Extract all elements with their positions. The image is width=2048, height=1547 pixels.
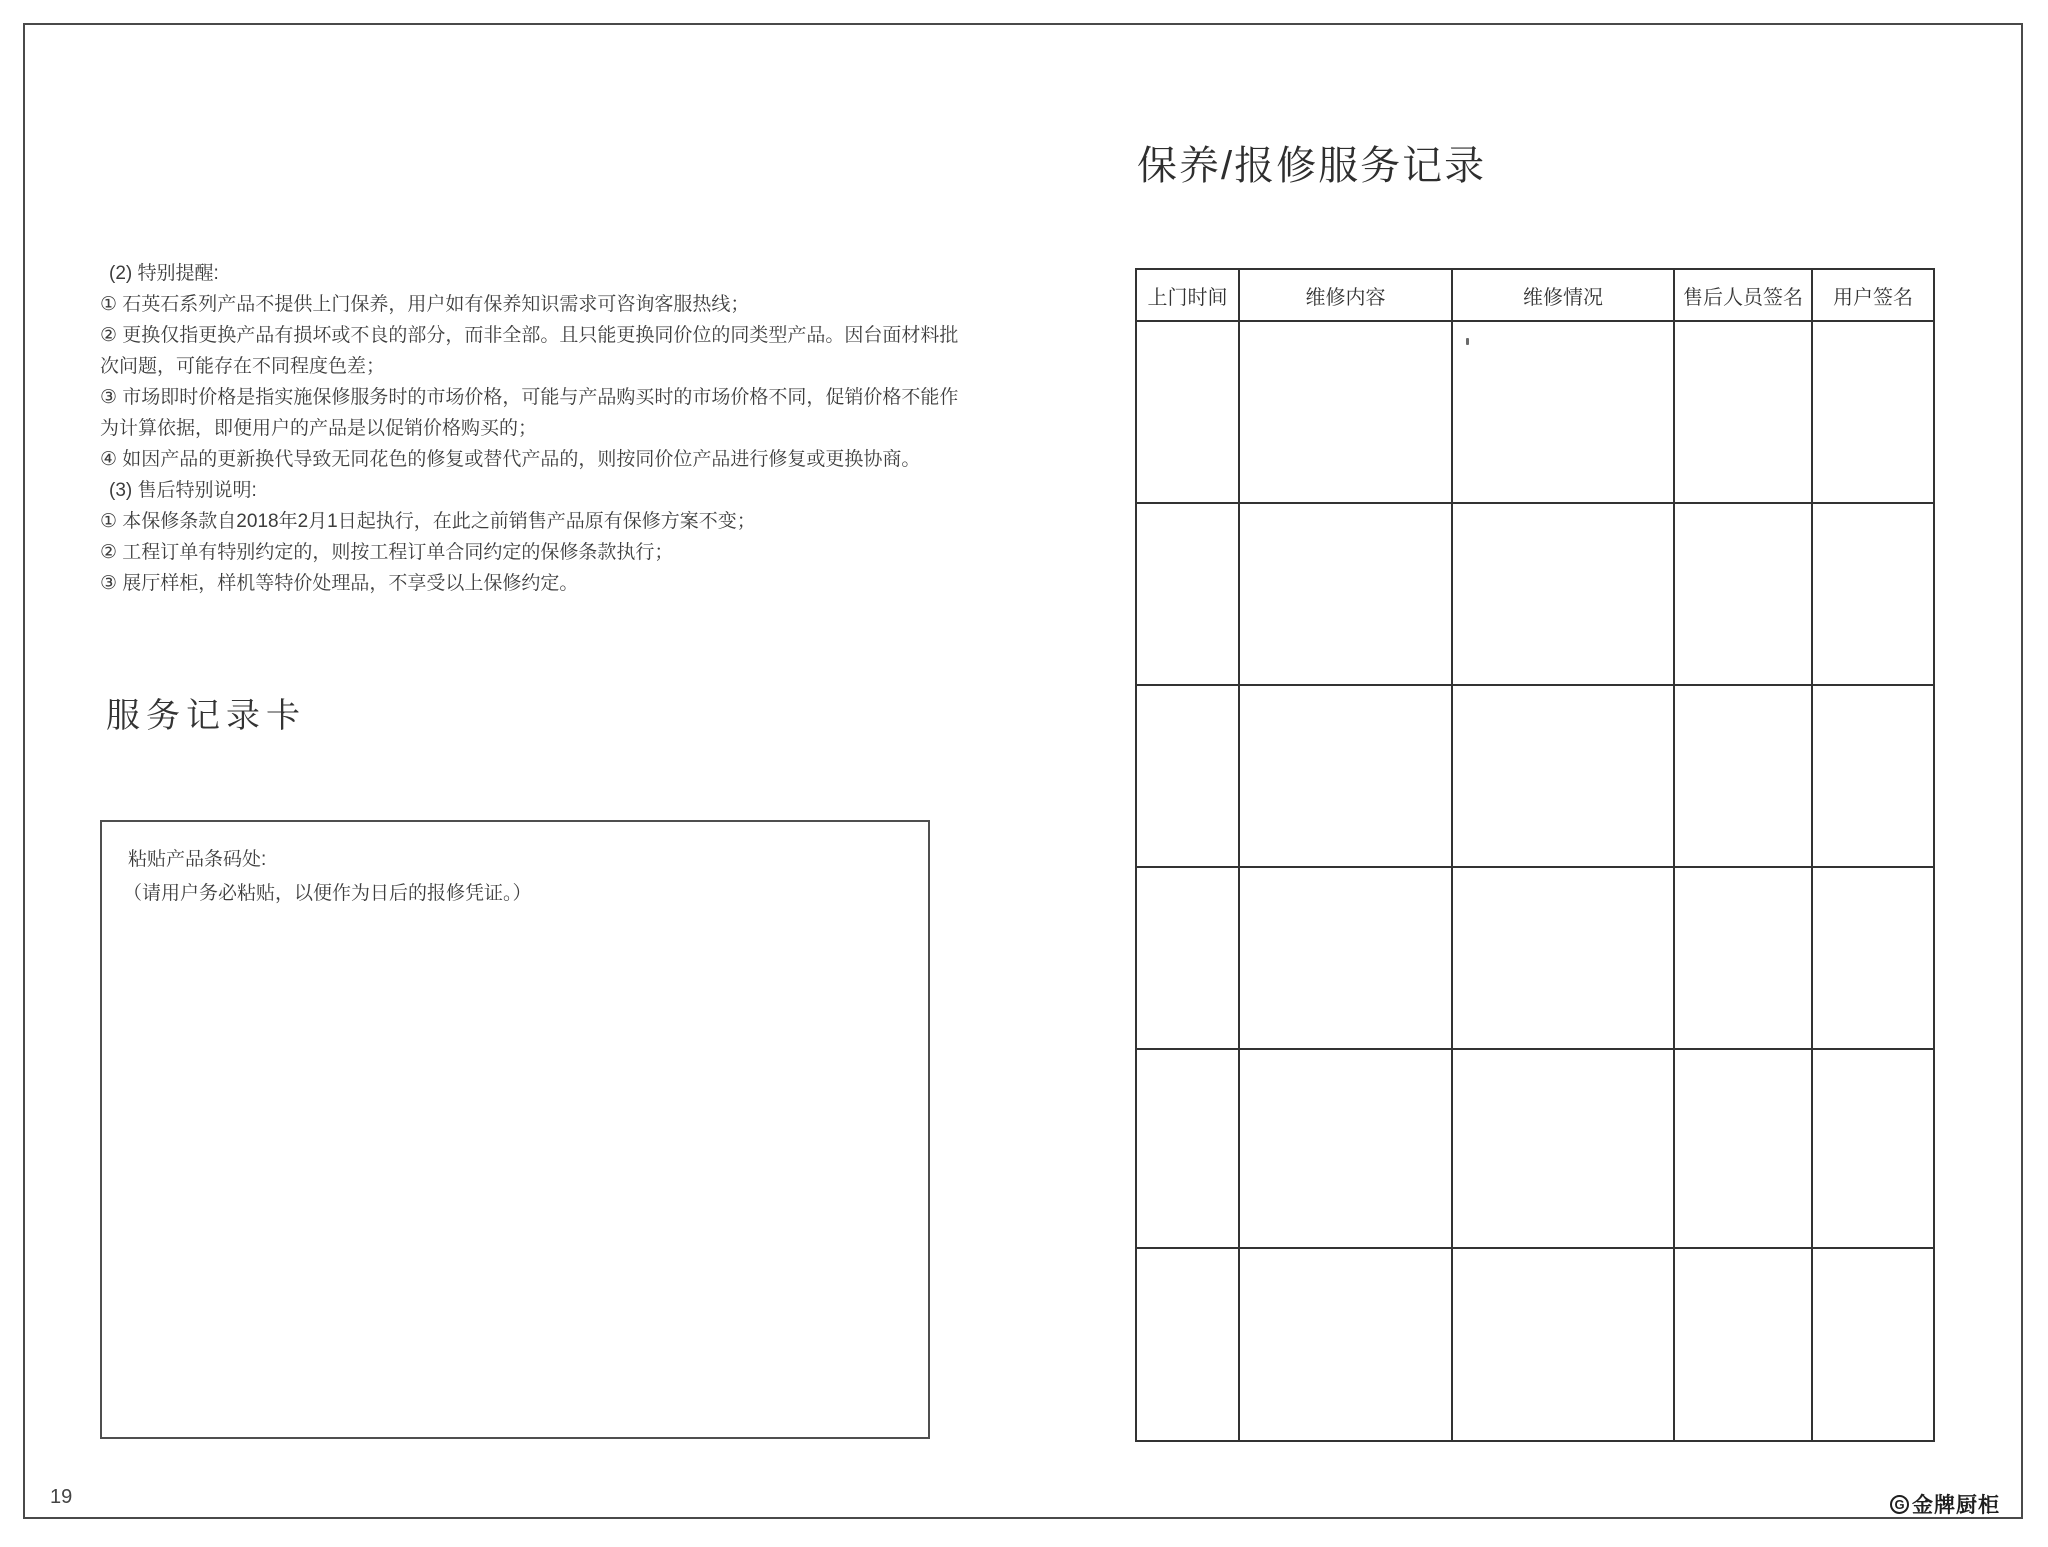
notice-line: ② 工程订单有特别约定的，则按工程订单合同约定的保修条款执行； xyxy=(100,542,674,563)
warranty-notes-section xyxy=(100,258,959,599)
table-row xyxy=(1136,867,1934,1049)
table-cell xyxy=(1136,685,1239,867)
table-cell xyxy=(1239,1248,1452,1441)
notice-line: ① 石英石系列产品不提供上门保养，用户如有保养知识需求可咨询客服热线； xyxy=(100,294,750,315)
table-cell xyxy=(1452,503,1674,685)
notice-line: 次问题，可能存在不同程度色差； xyxy=(100,356,386,377)
table-header-repair-status: 维修情况 xyxy=(1452,269,1674,321)
notice-line: ③ 展厅样柜，样机等特价处理品，不享受以上保修约定。 xyxy=(100,573,579,594)
table-header-row xyxy=(1136,269,1934,321)
notice-line: (2) 特别提醒: xyxy=(109,263,219,284)
table-cell xyxy=(1239,503,1452,685)
table-cell xyxy=(1812,685,1934,867)
table-cell xyxy=(1674,685,1812,867)
table-cell xyxy=(1136,321,1239,503)
table-cell xyxy=(1239,867,1452,1049)
table-cell xyxy=(1452,1049,1674,1248)
table-cell xyxy=(1136,867,1239,1049)
notice-line: ② 更换仅指更换产品有损坏或不良的部分，而非全部。且只能更换同价位的同类型产品。因台面材料批 xyxy=(100,325,959,346)
service-record-table xyxy=(1135,268,1935,1442)
table-cell xyxy=(1136,503,1239,685)
table-cell xyxy=(1452,867,1674,1049)
page-number: 19 xyxy=(50,1486,73,1508)
table-header-visit-time: 上门时间 xyxy=(1136,269,1239,321)
table-header-repair-content: 维修内容 xyxy=(1239,269,1452,321)
table-cell xyxy=(1452,321,1674,503)
table-cell xyxy=(1452,1248,1674,1441)
notice-line: (3) 售后特别说明: xyxy=(109,480,257,501)
table-cell xyxy=(1136,1049,1239,1248)
barcode-paste-box xyxy=(100,820,930,1439)
table-cell xyxy=(1812,1248,1934,1441)
brand-logo xyxy=(1890,1489,2000,1519)
table-cell xyxy=(1239,685,1452,867)
table-row xyxy=(1136,1049,1934,1248)
table-cell xyxy=(1812,867,1934,1049)
table-cell xyxy=(1674,503,1812,685)
brand-g-icon: G xyxy=(1890,1495,1909,1514)
service-record-card-title: 服务记录卡 xyxy=(106,697,306,735)
notice-line: ① 本保修条款自2018年2月1日起执行，在此之前销售产品原有保修方案不变； xyxy=(100,511,756,532)
brand-name: 金牌厨柜 xyxy=(1912,1494,2000,1517)
table-header-service-signature: 售后人员签名 xyxy=(1674,269,1812,321)
barcode-box-note: （请用户务必粘贴，以便作为日后的报修凭证。） xyxy=(123,883,532,904)
notice-line: ④ 如因产品的更新换代导致无同花色的修复或替代产品的，则按同价位产品进行修复或更换协商。 xyxy=(100,449,921,470)
table-cell xyxy=(1812,1049,1934,1248)
table-cell xyxy=(1674,1049,1812,1248)
table-row xyxy=(1136,503,1934,685)
table-cell xyxy=(1812,321,1934,503)
table-cell xyxy=(1674,867,1812,1049)
table-cell xyxy=(1136,1248,1239,1441)
table-row xyxy=(1136,321,1934,503)
table-header-user-signature: 用户签名 xyxy=(1812,269,1934,321)
notice-line: ③ 市场即时价格是指实施保修服务时的市场价格，可能与产品购买时的市场价格不同，促销价格不能作 xyxy=(100,387,959,408)
table-cell xyxy=(1674,321,1812,503)
table-row xyxy=(1136,1248,1934,1441)
maintenance-record-title: 保养/报修服务记录 xyxy=(1137,144,1487,188)
table-cell xyxy=(1239,1049,1452,1248)
table-cell xyxy=(1674,1248,1812,1441)
stray-mark xyxy=(1466,338,1469,345)
table-row xyxy=(1136,685,1934,867)
barcode-box-label: 粘贴产品条码处: xyxy=(128,849,267,870)
table-cell xyxy=(1812,503,1934,685)
table-cell xyxy=(1239,321,1452,503)
table-cell xyxy=(1452,685,1674,867)
notice-line: 为计算依据，即便用户的产品是以促销价格购买的； xyxy=(100,418,538,439)
